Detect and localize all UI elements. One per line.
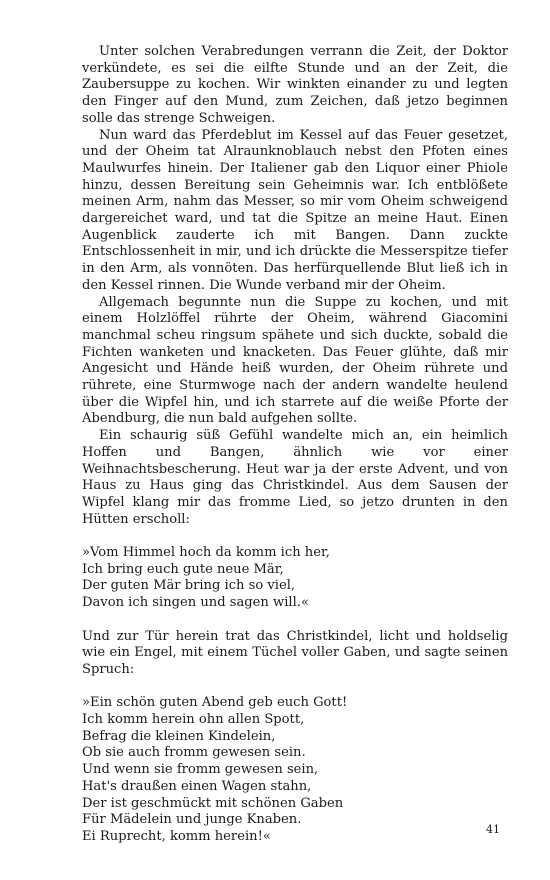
verse-line: Ob sie auch fromm gewesen sein. [82, 745, 306, 761]
page-body [82, 44, 508, 846]
verse-line: Befrag die kleinen Kindelein, [82, 728, 276, 744]
verse-line: Der guten Mär bring ich so viel, [82, 578, 296, 594]
verse-line: Hat's draußen einen Wagen stahn, [82, 778, 312, 794]
verse-line: Und wenn sie fromm gewesen sein, [82, 762, 319, 778]
stanza-gap [82, 528, 508, 545]
stanza-gap [82, 679, 508, 696]
verse-2 [82, 695, 508, 845]
verse-line: Ich bring euch gute neue Mär, [82, 561, 284, 577]
paragraph-2: Nun ward das Pferdeblut im Kessel auf das Feuer gesetzet, und der Oheim tat Alraunknoblauch nebst den Pfoten eines Maulwurfes hinein. Der Italiener gab den Liquor einer Phiole hinzu, dessen Bereitung sein Geheimnis war. Ich entblößete meinen Arm, nahm das Messer, so mir vom Oheim schweigend dargereichet ward, und tat die Spitze an meine Haut. Einen Augenblick zauderte ich mit Bangen. Dann zuckte Entschlossenheit in mir, und ich drückte die Messerspitze tiefer in den Arm, als vonnöten. Das herfürquellende Blut ließ ich in den Kessel rinnen. Die Wunde verband mir der Oheim. [82, 127, 508, 293]
stanza-gap [82, 612, 508, 629]
paragraph-3: Allgemach begunnte nun die Suppe zu kochen, und mit einem Holzlöffel rührte der Oheim, während Giacomini manchmal scheu ringsum spähete und sich duckte, sobald die Fichten wanketen und knacketen. Das Feuer glühte, daß mir Angesicht und Hände heiß wurden, der Oheim rührete und rührete, eine Sturmwoge nach der andern wandelte heulend über die Wipfel hin, und ich starrete auf die weiße Pforte der Abendburg, die nun bald aufgehen sollte. [82, 294, 508, 427]
paragraph-4: Ein schaurig süß Gefühl wandelte mich an, ein heimlich Hoffen und Bangen, ähnlich wie vor einer Weihnachtsbescherung. Heut war ja der erste Advent, und von Haus zu Haus ging das Christkindel. Aus dem Sausen der Wipfel klang mir das fromme Lied, so jetzo drunten in den Hütten erscholl: [82, 428, 508, 527]
verse-line: Ich komm herein ohn allen Spott, [82, 712, 305, 728]
verse-1 [82, 545, 508, 612]
paragraph-middle: Und zur Tür herein trat das Christkindel, licht und holdselig wie ein Engel, mit einem Tüchel voller Gaben, und sagte seinen Spruch: [82, 628, 508, 677]
paragraph-1: Unter solchen Verabredungen verrann die Zeit, der Doktor verkündete, es sei die eilfte Stunde und an der Zeit, die Zaubersuppe zu kochen. Wir winkten einander zu und legten den Finger auf den Mund, zum Zeichen, daß jetzo beginnen solle das strenge Schweigen. [82, 44, 508, 126]
verse-line: Ei Ruprecht, komm herein!« [82, 829, 271, 844]
verse-line: Davon ich singen und sagen will.« [82, 595, 309, 611]
page-number: 41 [486, 823, 500, 836]
verse-line: Der ist geschmückt mit schönen Gaben [82, 795, 344, 811]
verse-line: »Vom Himmel hoch da komm ich her, [82, 545, 330, 561]
verse-line: »Ein schön guten Abend geb euch Gott! [82, 695, 348, 711]
verse-line: Für Mädelein und junge Knaben. [82, 812, 302, 828]
